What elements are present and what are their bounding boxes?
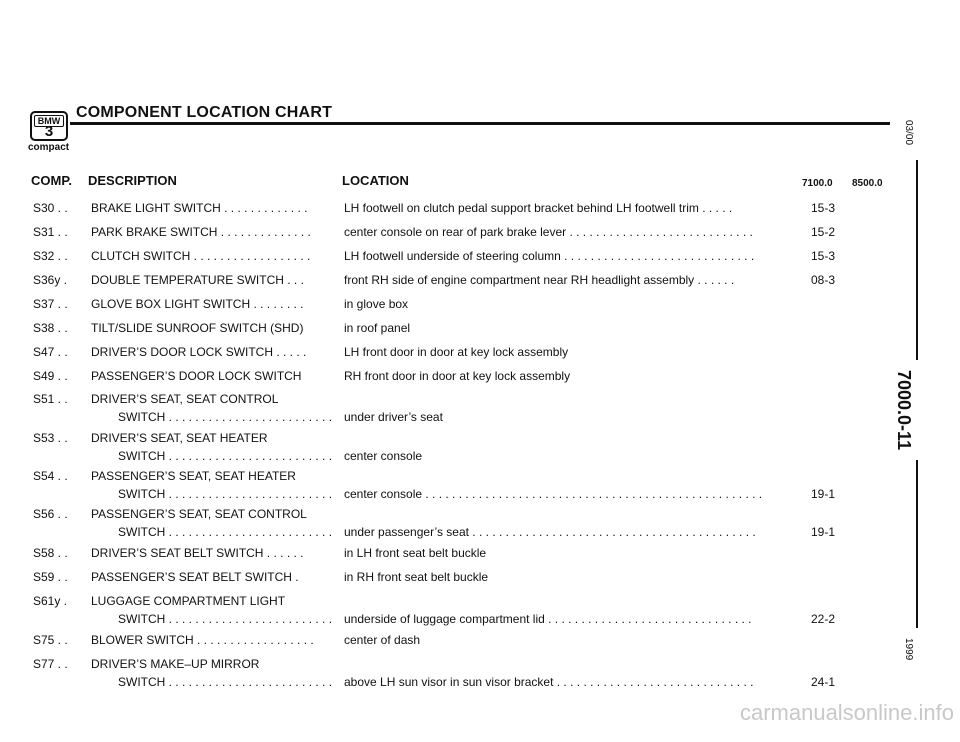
row-description-line2: SWITCH . . . . . . . . . . . . . . . . . . . . . . . . . [118, 675, 333, 689]
row-description: BRAKE LIGHT SWITCH . . . . . . . . . . . . . [91, 201, 308, 215]
row-page: 15-2 [810, 225, 836, 239]
bmw-logo [30, 111, 68, 141]
row-description: DRIVER’S SEAT, SEAT HEATER [91, 431, 268, 445]
row-comp: S32 . . [33, 249, 68, 263]
table-row [0, 225, 880, 241]
row-location: LH footwell on clutch pedal support bracket behind LH footwell trim . . . . . [344, 201, 733, 215]
row-description: GLOVE BOX LIGHT SWITCH . . . . . . . . [91, 297, 304, 311]
row-description: DOUBLE TEMPERATURE SWITCH . . . [91, 273, 304, 287]
table-row [0, 594, 880, 628]
title-rule [70, 122, 890, 125]
column-header-8500: 8500.0 [852, 178, 883, 189]
row-comp: S36y . [33, 273, 68, 287]
row-comp: S77 . . [33, 657, 68, 671]
row-comp: S58 . . [33, 546, 68, 560]
row-page: 08-3 [810, 273, 836, 287]
row-location: above LH sun visor in sun visor bracket . . . . . . . . . . . . . . . . . . . . . . . . . . . . . . [344, 675, 754, 689]
row-comp: S49 . . [33, 369, 68, 383]
row-comp: S47 . . [33, 345, 68, 359]
row-location: LH front door in door at key lock assembly [344, 345, 569, 359]
sidebar-page-code: 7000.0-11 [894, 370, 914, 451]
row-description: PARK BRAKE SWITCH . . . . . . . . . . . . . . [91, 225, 311, 239]
row-location: under driver’s seat [344, 410, 443, 424]
row-location: RH front door in door at key lock assembly [344, 369, 571, 383]
row-page: 19-1 [810, 525, 836, 539]
row-description: DRIVER’S MAKE–UP MIRROR [91, 657, 260, 671]
table-row [0, 392, 880, 426]
row-comp: S37 . . [33, 297, 68, 311]
logo-brand: BMW [34, 115, 64, 127]
table-row [0, 201, 880, 217]
row-location: under passenger’s seat . . . . . . . . . . . . . . . . . . . . . . . . . . . . . . . . . . . . . . . . . . . [344, 525, 756, 539]
column-header-location: LOCATION [342, 173, 409, 188]
row-description-line2: SWITCH . . . . . . . . . . . . . . . . . . . . . . . . . [118, 525, 333, 539]
row-location: center console on rear of park brake lever . . . . . . . . . . . . . . . . . . . . . . . . . . . . [344, 225, 753, 239]
row-page: 24-1 [810, 675, 836, 689]
table-row [0, 345, 880, 361]
sidebar-line-lower [916, 460, 918, 628]
row-page: 22-2 [810, 612, 836, 626]
row-page: 15-3 [810, 249, 836, 263]
sidebar-date: 03/00 [903, 120, 914, 146]
row-comp: S61y . [33, 594, 68, 608]
page-title: COMPONENT LOCATION CHART [76, 104, 333, 121]
sidebar-line-upper [916, 160, 918, 360]
row-comp: S31 . . [33, 225, 68, 239]
table-row [0, 297, 880, 313]
row-description: TILT/SLIDE SUNROOF SWITCH (SHD) [91, 321, 304, 335]
table-row [0, 249, 880, 265]
row-description: PASSENGER’S DOOR LOCK SWITCH [91, 369, 302, 383]
row-page: 15-3 [810, 201, 836, 215]
table-row [0, 321, 880, 337]
column-header-description: DESCRIPTION [88, 173, 177, 188]
row-description: LUGGAGE COMPARTMENT LIGHT [91, 594, 286, 608]
row-comp: S54 . . [33, 469, 68, 483]
row-description: DRIVER’S SEAT, SEAT CONTROL [91, 392, 279, 406]
row-location: LH footwell underside of steering column . . . . . . . . . . . . . . . . . . . . . . . . . . . . . [344, 249, 755, 263]
row-description-line2: SWITCH . . . . . . . . . . . . . . . . . . . . . . . . . [118, 487, 333, 501]
row-location: front RH side of engine compartment near RH headlight assembly . . . . . . [344, 273, 735, 287]
column-header-7100: 7100.0 [802, 178, 833, 189]
column-header-comp: COMP. [31, 173, 72, 188]
row-location: in RH front seat belt buckle [344, 570, 489, 584]
table-row [0, 431, 880, 465]
table-row [0, 273, 880, 289]
row-description: DRIVER’S SEAT BELT SWITCH . . . . . . [91, 546, 304, 560]
row-location: in glove box [344, 297, 409, 311]
table-row [0, 657, 880, 691]
row-comp: S30 . . [33, 201, 68, 215]
row-location: underside of luggage compartment lid . . . . . . . . . . . . . . . . . . . . . . . . . . . . . . . [344, 612, 752, 626]
row-location: center console [344, 449, 423, 463]
table-row [0, 570, 880, 586]
row-description: CLUTCH SWITCH . . . . . . . . . . . . . . . . . . [91, 249, 311, 263]
row-comp: S53 . . [33, 431, 68, 445]
row-description: PASSENGER’S SEAT, SEAT HEATER [91, 469, 296, 483]
sidebar-year: 1999 [903, 638, 914, 661]
logo-series: 3 [44, 123, 54, 140]
row-comp: S51 . . [33, 392, 68, 406]
row-location: center of dash [344, 633, 421, 647]
table-row [0, 369, 880, 385]
table-row [0, 469, 880, 503]
row-description: PASSENGER’S SEAT, SEAT CONTROL [91, 507, 307, 521]
row-location: in LH front seat belt buckle [344, 546, 487, 560]
row-description-line2: SWITCH . . . . . . . . . . . . . . . . . . . . . . . . . [118, 612, 333, 626]
row-description: BLOWER SWITCH . . . . . . . . . . . . . . . . . . [91, 633, 314, 647]
row-comp: S75 . . [33, 633, 68, 647]
watermark: carmanualsonline.info [739, 700, 954, 725]
row-location: center console . . . . . . . . . . . . . . . . . . . . . . . . . . . . . . . . . . . . . . . . . . . . . . . . . . . [344, 487, 763, 501]
row-description: PASSENGER’S SEAT BELT SWITCH . [91, 570, 299, 584]
row-comp: S56 . . [33, 507, 68, 521]
row-location: in roof panel [344, 321, 411, 335]
row-description-line2: SWITCH . . . . . . . . . . . . . . . . . . . . . . . . . [118, 449, 333, 463]
row-page: 19-1 [810, 487, 836, 501]
row-description: DRIVER’S DOOR LOCK SWITCH . . . . . [91, 345, 307, 359]
logo-variant: compact [28, 142, 70, 153]
table-row [0, 633, 880, 649]
row-comp: S38 . . [33, 321, 68, 335]
row-comp: S59 . . [33, 570, 68, 584]
table-row [0, 507, 880, 541]
row-description-line2: SWITCH . . . . . . . . . . . . . . . . . . . . . . . . . [118, 410, 333, 424]
table-row [0, 546, 880, 562]
